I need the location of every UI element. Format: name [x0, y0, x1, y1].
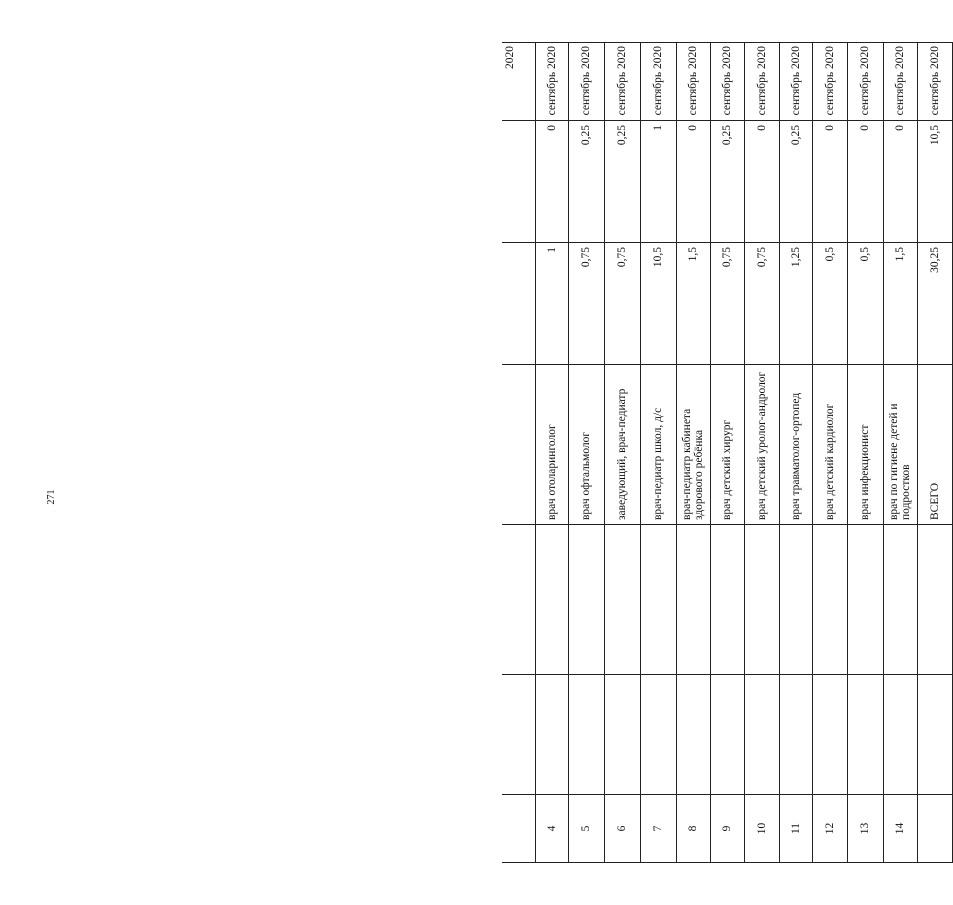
cell-empty: [744, 525, 779, 675]
cell-empty: [812, 675, 847, 795]
cell-num: 12: [812, 795, 847, 863]
cell-date: сентябрь 2020: [744, 43, 779, 121]
cell-value1: [502, 243, 535, 365]
cell-value2: 0: [847, 121, 883, 243]
cell-date: сентябрь 2020: [779, 43, 812, 121]
cell-name: врач-педиатр школ, д/с: [640, 365, 676, 525]
cell-value2: 10,5: [917, 121, 952, 243]
cell-value2: 0: [812, 121, 847, 243]
cell-date: сентябрь 2020: [535, 43, 568, 121]
cell-empty: [568, 525, 604, 675]
cell-date: сентябрь 2020: [710, 43, 744, 121]
cell-empty: [676, 525, 710, 675]
cell-empty: [604, 675, 640, 795]
cell-name: врач-педиатр кабинета здорового ребёнка: [676, 365, 710, 525]
page-number: 271: [46, 489, 57, 505]
cell-empty: [568, 675, 604, 795]
cell-value1: 30,25: [917, 243, 952, 365]
cell-value1: 0,5: [847, 243, 883, 365]
cell-name: врач детский уролог-андролог: [744, 365, 779, 525]
cell-name: врач травматолог-ортопед: [779, 365, 812, 525]
cell-value2: 0: [676, 121, 710, 243]
table-row: [779, 43, 812, 863]
table-row: [847, 43, 883, 863]
cell-empty: [710, 525, 744, 675]
cell-num: 11: [779, 795, 812, 863]
cell-num: 8: [676, 795, 710, 863]
cell-empty: [535, 525, 568, 675]
cell-value1: 0,75: [568, 243, 604, 365]
cell-date: сентябрь 2020: [640, 43, 676, 121]
cell-empty: [847, 525, 883, 675]
cell-empty: [883, 525, 917, 675]
cell-empty: [710, 675, 744, 795]
cell-name: врач инфекционист: [847, 365, 883, 525]
cell-empty: [640, 675, 676, 795]
cell-empty: [779, 525, 812, 675]
cell-num: 7: [640, 795, 676, 863]
cell-empty: [744, 675, 779, 795]
cell-value2: 0,25: [604, 121, 640, 243]
cell-empty: [917, 525, 952, 675]
cell-num: 5: [568, 795, 604, 863]
cell-num: 6: [604, 795, 640, 863]
cell-name: врач детский кардиолог: [812, 365, 847, 525]
table-row: [640, 43, 676, 863]
cell-value2: 0: [535, 121, 568, 243]
cell-empty: [812, 525, 847, 675]
cell-value1: 0,75: [604, 243, 640, 365]
cell-date: сентябрь 2020: [676, 43, 710, 121]
table-row: [535, 43, 568, 863]
cell-value2: 1: [640, 121, 676, 243]
cell-date: сентябрь 2020: [812, 43, 847, 121]
table-row: [710, 43, 744, 863]
table-row: [604, 43, 640, 863]
cell-value2: 0,25: [568, 121, 604, 243]
cell-num: 14: [883, 795, 917, 863]
cell-value1: 1,5: [676, 243, 710, 365]
cell-num: [917, 795, 952, 863]
cell-date: сентябрь 2020: [847, 43, 883, 121]
cell-value2: 0,25: [710, 121, 744, 243]
staffing-table: [502, 42, 953, 863]
table-row: [883, 43, 917, 863]
cell-name: врач детский хирург: [710, 365, 744, 525]
cell-value1: 0,75: [744, 243, 779, 365]
cell-date: 2020: [502, 43, 535, 121]
staffing-table-frame: [502, 43, 941, 863]
cell-empty: [640, 525, 676, 675]
cell-empty: [502, 675, 535, 795]
cell-num: 9: [710, 795, 744, 863]
cell-date: сентябрь 2020: [568, 43, 604, 121]
cell-name: заведующий, врач-педиатр: [604, 365, 640, 525]
cell-name: ВСЕГО: [917, 365, 952, 525]
table-row: [744, 43, 779, 863]
cell-name: врач офтальмолог: [568, 365, 604, 525]
cell-name: врач по гигиене детей и подростков: [883, 365, 917, 525]
cell-date: сентябрь 2020: [917, 43, 952, 121]
cell-num: 13: [847, 795, 883, 863]
table-row: [812, 43, 847, 863]
cell-value1: 0,5: [812, 243, 847, 365]
cell-empty: [883, 675, 917, 795]
table-row: [917, 43, 952, 863]
cell-value2: 0,25: [779, 121, 812, 243]
cell-num: 4: [535, 795, 568, 863]
cell-value1: 10,5: [640, 243, 676, 365]
table-row: [568, 43, 604, 863]
cell-date: сентябрь 2020: [883, 43, 917, 121]
cell-empty: [502, 525, 535, 675]
cell-empty: [676, 675, 710, 795]
cell-empty: [604, 525, 640, 675]
cell-value1: 0,75: [710, 243, 744, 365]
cell-value2: [502, 121, 535, 243]
cell-empty: [847, 675, 883, 795]
cell-value2: 0: [883, 121, 917, 243]
cell-empty: [917, 675, 952, 795]
cell-value1: 1,25: [779, 243, 812, 365]
cell-value2: 0: [744, 121, 779, 243]
table-body: [502, 43, 952, 863]
cell-empty: [779, 675, 812, 795]
table-row: [676, 43, 710, 863]
cell-value1: 1: [535, 243, 568, 365]
cell-value1: 1,5: [883, 243, 917, 365]
cell-num: 10: [744, 795, 779, 863]
cell-empty: [535, 675, 568, 795]
cell-num: [502, 795, 535, 863]
cell-name: [502, 365, 535, 525]
table-row-continued: [502, 43, 535, 863]
cell-name: врач отоларинголог: [535, 365, 568, 525]
cell-date: сентябрь 2020: [604, 43, 640, 121]
